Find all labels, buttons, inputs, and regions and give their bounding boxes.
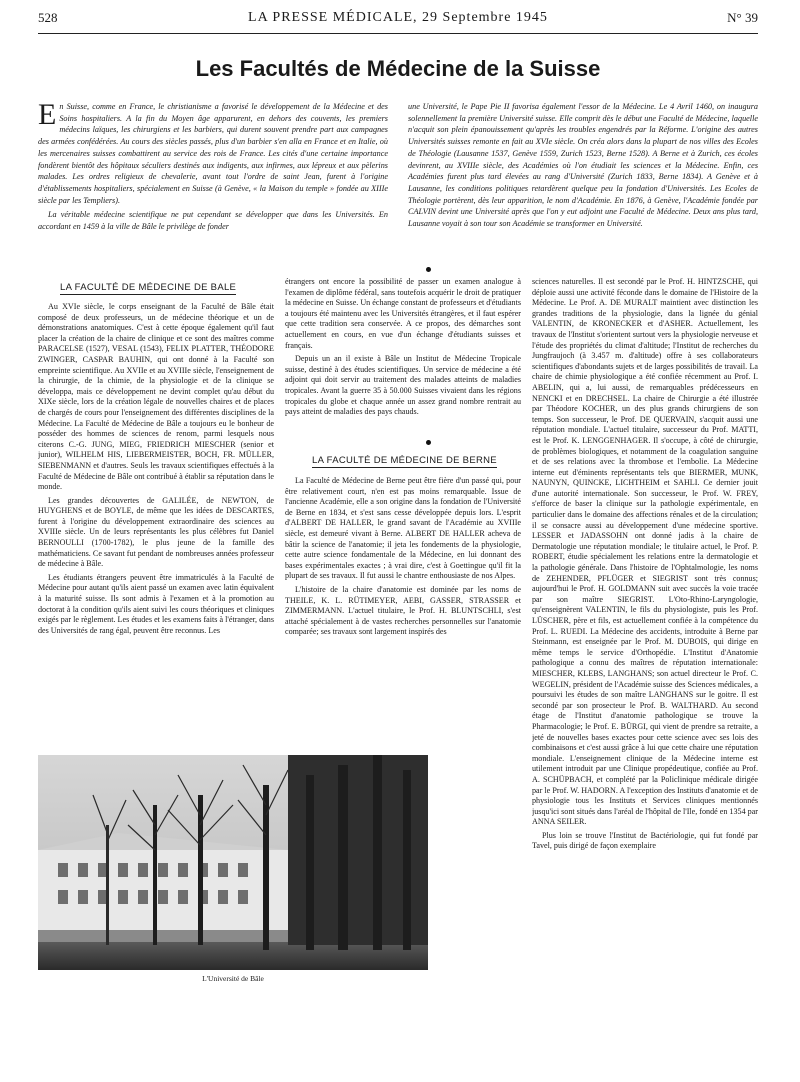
bale-paragraph-3: Les étudiants étrangers peuvent être immatriculés à la Faculté de Médecine pour autant qu'ils aient passé un examen avec latin équivalent à la maturité suisse. Ils sont admis à l'examen et à la promotion au doctorat à la condition qu'ils aient suivi les cours théoriques et cliniques exigés par le règlement. Les études et les examens faits à l'étranger, dans des Universités de rang égal, peuvent être reconnus. Les [38,572,274,635]
column-2-top [285,277,521,429]
journal-header: LA PRESSE MÉDICALE, 29 Septembre 1945 [248,10,548,25]
running-header [38,10,758,32]
drop-cap: E [38,98,57,131]
column-1 [38,302,274,748]
section-title-berne: LA FACULTÉ DE MÉDECINE DE BERNE [312,455,497,466]
intro-paragraph-1: n Suisse, comme en France, le christianisme a favorisé le développement de la Médecine et des Soins hospitaliers. A la fin du Moyen âge apparurent, en dehors des couvents, les premiers médecins laïques, les chirurgiens et les barbiers, qui durent souvent prendre part aux campagnes des armées confédérées. Au cours des siècles passés, plus d'un barbier s'en alla en France et en Italie, où les mercenaires suisses combattirent au service des rois de France. Les cités d'une certaine importance fondèrent bientôt des hôpitaux séculiers destinés aux indigents, aux infirmes, aux lépreux et aux pèlerins malades. Les ordres religieux de chevalerie, avant tout l'ordre de saint Jean, furent à l'origine d'établissements hospitaliers, spécialement en Suisse (à Genève, « la Maison du temple » fondée au XIIIe siècle par les Templiers). [38,102,388,205]
column-2-bottom [285,476,521,748]
page-number: 528 [38,10,58,25]
berne-paragraph-2: L'histoire de la chaire d'anatomie est dominée par les noms de THEILE, K. L. RÜTIMEYER, AEBI, GASSER, STRASSER et ZIMMERMANN. L'actuel titulaire, le Prof. H. BLUNTSCHLI, s'est attaché spécialement à de vastes recherches personnelles sur l'anatomie comparée; ses travaux sont largement inspirés des [285,584,521,637]
article-title: Les Facultés de Médecine de la Suisse [195,56,601,81]
bale-paragraph-2: Les grandes découvertes de GALILÉE, de NEWTON, de HUYGHENS et de BOYLE, de même que les idées de DESCARTES, furent à l'origine du développement extraordinaire des sciences au XVIIIe siècle. Un de leurs représentants les plus célèbres fut Daniel BERNOULLI (1700-1782), le plus jeune de la famille des mathématiciens. Ce savant fut pendant de nombreuses années professeur de médecine à Bâle. [38,495,274,569]
column-3 [532,277,758,1077]
bale-paragraph-4: étrangers ont encore la possibilité de passer un examen analogue à l'examen de diplôme fédéral, sans toutefois acquérir le droit de pratiquer la médecine en Suisse. Un échange constant de professeurs et d'étudiants a toujours été maintenu avec les Universités étrangères, et il faut espérer que cette tradition sera conservée. A ce propos, des démarches sont actuellement en cours, en vue d'un échange d'étudiants suisses et français. [285,277,521,350]
intro-paragraph-3: une Université, le Pape Pie II favorisa également l'essor de la Médecine. Le 4 Avril 1460, on inaugura solennellement la première Université suisse. Elle comprit dès le début une Faculté de Médecine, laquelle n'acquit son plein épanouissement qu'après les troubles engendrés par la Réforme. L'origine des autres Universités suisses remonte en fait au XVIe siècle. On créa alors dans la plupart de nos villes des Ecoles de Théologie (Lausanne 1537, Genève 1559, Zurich 1523, Berne 1528). A Berne et à Zurich, ces écoles devinrent, au XVIIIe siècle, des Académies où l'on étudiait les sciences et la Médecine. Enfin, ces Académies furent plus tard élevées au rang d'Université (Zurich 1833, Berne 1834). A Genève et à Lausanne, les conditions politiques retardèrent quelque peu la fondation d'Universités. Les Ecoles de Théologie portèrent, dès leur apparition, le nom d'Académie. En 1876, à Genève, l'Académie fondée par CALVIN devint une Université après que l'on y eut adjoint une Faculté de Médecine. Deux ans plus tard, Lausanne voyait à son tour son Académie se transformer en Université. [408,102,758,229]
intro-right-column [408,101,758,233]
intro-left-column [38,98,388,236]
photo-caption: L'Université de Bâle [202,974,264,983]
section-title-bale: LA FACULTÉ DE MÉDECINE DE BALE [60,282,237,293]
berne-paragraph-4: Plus loin se trouve l'Institut de Bactériologie, qui fut fondé par Tavel, puis dirigé de façon exemplaire [532,830,758,851]
berne-paragraph-3: sciences naturelles. Il est secondé par le Prof. H. HINTZSCHE, qui déploie aussi une activité féconde dans le domaine de l'Histoire de la Médecine. Le Prof. A. DE MURALT maintient avec distinction les grandes traditions de la physiologie, dans la lignée du génial VALENTIN, de KRONECKER et d'ASHER. Actuellement, les travaux de l'Institut s'orientent surtout vers la physiologie nerveuse et l'étude des propriétés du climat d'altitude; l'Institut de recherches du Jungfraujoch (à 3.457 m. d'altitude) offre à ses collaborateurs scientifiques d'abondants sujets et de larges possibilités de travail. La chaire de chimie physiologique a été confiée récemment au Prof. I. ABELIN, qui a, lui aussi, de remarquables prédécesseurs en NENCKI et en DRECHSEL. La chaire de Chirurgie a été illustrée par Théodore KOCHER, un des plus grands chirurgiens de son temps. Son successeur, le Prof. DE QUERVAIN, s'acquit aussi une réputation mondiale. L'actuel titulaire, successeur du Prof. MATTI, est le Prof. K. LENGGENHAGER. Il s'occupe, à côté de chirurgie, de problèmes biologiques, et notamment de la coagulation sanguine et de ses relations avec la thrombose et l'embolie. La Médecine interne eut d'éminents représentants tels que BIERMER, MUNK, NAUNYN, QUINCKE, LICHTHEIM et SAHLI. Ce dernier jouit d'une autorité internationale. Son successeur, le Prof. W. FREY, s'efforce de baser la clinique sur la pathologie expérimentale, en particulier dans le domaine des affections rénales et de la circulation; il se consacre aussi au développement d'une médecine sportive. LESSER et JADASSOHN ont donné jadis à la chaire de Dermatologie une réputation mondiale; le titulaire actuel, le Prof. P. ROBERT, étudie spécialement les relations entre la dermatologie et la pathologie générale. Dans l'histoire de l'Ophtalmologie, les noms de ZEHENDER, PFLÜGER et SIEGRIST sont très connus; aujourd'hui le Prof. H. GOLDMANN suit avec succès la voie tracée par son maître SIEGRIST. L'Oto-Rhino-Laryngologie, qu'enseignèrent VALENTIN, le fils du physiologiste, puis les Prof. LÜSCHER, père et fils, est actuellement confiée à la compétence du Prof. L. RUEDI. La Médecine des accidents, introduite à Berne par Steinmann, est enseignée par le Prof. M. DUBOIS, qui dirige en même temps le service d'Orthopédie. L'Institut d'Anatomie pathologique a connu des maîtres de réputation internationale: MIESCHER, KLEBS, LANGHANS; son actuel directeur le Prof. C. WEGELIN, président de l'Académie suisse des Sciences médicales, a poursuivi les études de son maître LANGHANS sur le goitre. Il est secondé par son prosecteur le Prof. B. WALTHARD. Au second étage de l'Institut d'anatomie pathologique se trouve la Pharmacologie; le Prof. E. BÜRGI, qui vient de prendre sa retraite, a jeté de nouvelles bases exactes pour cette science avec ses lois des combinaisons et c'est aussi grâce à lui que cette chaire une réputation mondiale. L'enseignement clinique de la Médecine interne est utilement introduit par une Clinique propédeutique, confiée au Prof. A. SCHÜPBACH, et complété par la Policlinique médicale dirigée par le Prof. W. HADORN. A l'exception des Instituts d'anatomie et de physiologie tous les Instituts et Services cliniques mentionnés jusqu'ici sont situés dans l'aréal de l'hôpital de l'Ile, fondé en 1354 par ANNA SEILER. [532,277,758,827]
university-photo [38,755,428,970]
bullet-ornament-2 [426,440,431,445]
bullet-ornament [426,267,431,272]
bale-paragraph-1: Au XVIe siècle, le corps enseignant de la Faculté de Bâle était composé de deux professeurs, un de médecine théorique et un de démonstrations anatomiques. C'est à cette époque également qu'il faut placer la création de la chaire de clinique et ce sont des maîtres comme PARACELSE (1527), VESAL (1543), FELIX PLATTER, THÉODORE ZWINGER, CASPAR BAUHIN, qui ont donné à la Faculté son empreinte scientifique. Au XVIIe et au XVIIIe siècle, l'enseignement de la chirurgie, de la chimie, de la physiologie et de la clinique se développa, mais ce développement ne devint complet qu'au début du XIXe siècle, lors de la création légale de nouvelles chaires et de places de chargés de cours pour l'enseignement des différentes disciplines de la Médecine. La Faculté de Médecine de Bâle a toujours eu le bonheur de posséder des hommes de sciences de renom, parmi lesquels nous citerons C.-G. JUNG, MIEG, FRIEDRICH MIESCHER (senior et junior), WILHELM HIS, LIEBERMEISTER, BOCH, FR. MÜLLER, SIEBENMANN et d'autres. Seuls les travaux scientifiques effectués à la Faculté de Médecine de Bâle ont contribué à établir sa réputation dans le monde. [38,302,274,492]
photo-university-building [38,755,428,970]
header-rule [38,33,758,34]
bale-paragraph-5: Depuis un an il existe à Bâle un Institut de Médecine Tropicale suisse, destiné à des études scientifiques. Un service de médecine a été adjoint qui doit servir au traitement des malades atteints de maladies tropicales. Avant la guerre 35 à 50.000 Suisses vivaient dans les régions tropicales du globe et chaque année un assez grand nombre rentrait au pays atteint de maladies des pays chauds. [285,354,521,417]
intro-paragraph-2: La véritable médecine scientifique ne put cependant se développer que dans les Universités. En accordant en 1459 à la ville de Bâle le privilège de fonder [38,210,388,232]
issue-number: N° 39 [727,10,758,25]
berne-paragraph-1: La Faculté de Médecine de Berne peut être fière d'un passé qui, pour être relativement court, n'en est pas moins remarquable. Issue de l'ancienne Académie, elle a son origine dans la fondation de l'Université de Berne en 1834, et s'est sans cesse développée depuis lors. L'esprit d'ALBERT DE HALLER, le grand savant de l'Académie au XVIIIe siècle, est demeuré vivant à Berne. ALBERT DE HALLER acheva de bâtir la science de l'anatomie; il jeta les fondements de la physiologie, cette autre science fondamentale de la Médecine, en lui donnant des bases expérimentales exactes ; à vrai dire, c'est à Goettingue qu'il fit la plupart de ses travaux. Il fut aussi le chantre enthousiaste de nos Alpes. [285,476,521,581]
